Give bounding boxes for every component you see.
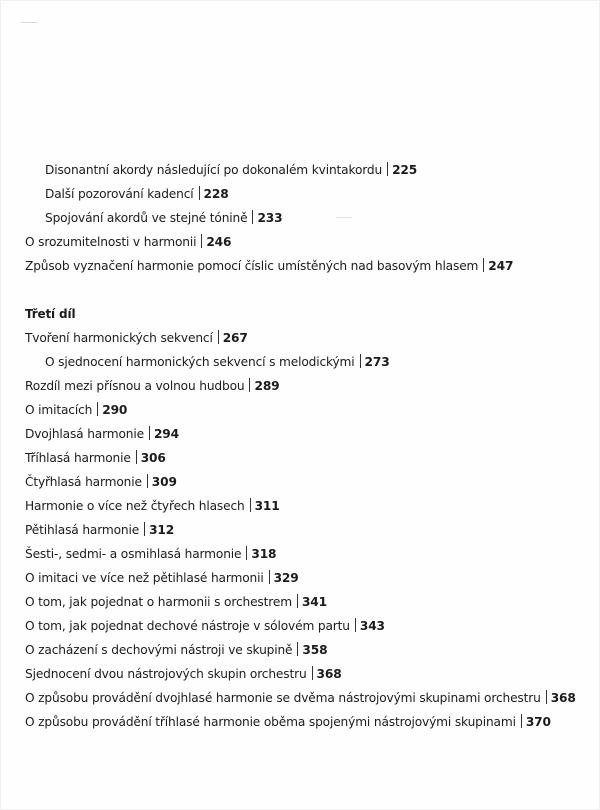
separator (149, 426, 150, 440)
separator (546, 690, 547, 704)
separator (199, 186, 200, 200)
toc-entry (25, 254, 585, 278)
toc-entry (25, 230, 585, 254)
separator (201, 234, 202, 248)
separator (97, 402, 98, 416)
toc-entry (25, 182, 585, 206)
toc-entry (25, 206, 585, 230)
toc-entry-page: 233 (257, 211, 283, 225)
separator (147, 474, 148, 488)
toc-entry (25, 350, 585, 374)
separator (252, 210, 253, 224)
separator (250, 498, 251, 512)
toc-entry (25, 446, 585, 470)
toc-entry-title: Sjednocení dvou nástrojových skupin orchestru (25, 667, 307, 681)
separator (246, 546, 247, 560)
separator (249, 378, 250, 392)
toc-entry (25, 470, 585, 494)
table-of-contents (25, 158, 585, 734)
toc-entry-title: Spojování akordů ve stejné tónině (45, 211, 248, 225)
toc-entry-page: 312 (149, 523, 175, 537)
section-heading: Třetí díl (25, 307, 76, 321)
separator (360, 354, 361, 368)
toc-entry-title: O sjednocení harmonických sekvencí s melodickými (45, 355, 355, 369)
toc-entry-title: Čtyřhlasá harmonie (25, 475, 142, 489)
toc-entry (25, 638, 585, 662)
toc-entry-title: Disonantní akordy následující po dokonalém kvintakordu (45, 163, 383, 177)
toc-entry (25, 326, 585, 350)
toc-entry (25, 686, 585, 710)
toc-entry (25, 494, 585, 518)
toc-entry-title: O srozumitelnosti v harmonii (25, 235, 197, 249)
toc-entry (25, 398, 585, 422)
toc-entry-page: 247 (488, 259, 514, 273)
toc-entry-page: 228 (203, 187, 229, 201)
toc-entry-title: O imitacích (25, 403, 93, 417)
toc-entry-title: Rozdíl mezi přísnou a volnou hudbou (25, 379, 245, 393)
toc-entry-page: 289 (254, 379, 280, 393)
separator (297, 642, 298, 656)
toc-entry-page: 368 (550, 691, 576, 705)
toc-entry-page: 343 (359, 619, 385, 633)
toc-entry-title: Harmonie o více než čtyřech hlasech (25, 499, 245, 513)
toc-entry (25, 590, 585, 614)
toc-entry-page: 318 (251, 547, 277, 561)
toc-entry-page: 290 (102, 403, 128, 417)
toc-entry-title: O tom, jak pojednat dechové nástroje v sólovém partu (25, 619, 350, 633)
toc-entry-page: 273 (364, 355, 390, 369)
toc-entry-title: O imitaci ve více než pětihlasé harmonii (25, 571, 264, 585)
separator (144, 522, 145, 536)
toc-entry-page: 311 (254, 499, 280, 513)
toc-entry-page: 368 (316, 667, 342, 681)
separator (269, 570, 270, 584)
toc-entry-title: O tom, jak pojednat o harmonii s orchestrem (25, 595, 292, 609)
toc-entry (25, 662, 585, 686)
toc-entry-page: 309 (151, 475, 177, 489)
toc-entry-page: 306 (140, 451, 166, 465)
toc-entry-page: 246 (206, 235, 232, 249)
toc-entry (25, 614, 585, 638)
toc-entry-title: Způsob vyznačení harmonie pomocí číslic umístěných nad basovým hlasem (25, 259, 479, 273)
toc-entry-page: 267 (222, 331, 248, 345)
toc-entry-title: Šesti-, sedmi- a osmihlasá harmonie (25, 547, 242, 561)
separator (312, 666, 313, 680)
toc-entry-page: 370 (525, 715, 551, 729)
toc-entry (25, 518, 585, 542)
separator (483, 258, 484, 272)
toc-entry-title: O způsobu provádění dvojhlasé harmonie se dvěma nástrojovými skupinami orchestru (25, 691, 541, 705)
toc-entry (25, 566, 585, 590)
separator (218, 330, 219, 344)
toc-entry (25, 158, 585, 182)
toc-entry (25, 542, 585, 566)
toc-entry-title: O způsobu provádění tříhlasé harmonie oběma spojenými nástrojovými skupinami (25, 715, 516, 729)
separator (355, 618, 356, 632)
toc-entry (25, 422, 585, 446)
toc-entry (25, 374, 585, 398)
toc-entry-title: Dvojhlasá harmonie (25, 427, 144, 441)
toc-entry-page: 341 (301, 595, 327, 609)
toc-entry-title: Další pozorování kadencí (45, 187, 194, 201)
separator (521, 714, 522, 728)
toc-entry-title: Tříhlasá harmonie (25, 451, 131, 465)
separator (387, 162, 388, 176)
toc-entry-page: 225 (392, 163, 418, 177)
toc-entry-page: 329 (273, 571, 299, 585)
toc-entry-page: 294 (153, 427, 179, 441)
toc-entry-title: Tvoření harmonických sekvencí (25, 331, 213, 345)
toc-entry-title: O zacházení s dechovými nástroji ve skupině (25, 643, 293, 657)
toc-entry-title: Pětihlasá harmonie (25, 523, 140, 537)
separator (136, 450, 137, 464)
separator (297, 594, 298, 608)
toc-entry (25, 710, 585, 734)
toc-entry-page: 358 (302, 643, 328, 657)
scan-artifact-mark (21, 22, 37, 23)
